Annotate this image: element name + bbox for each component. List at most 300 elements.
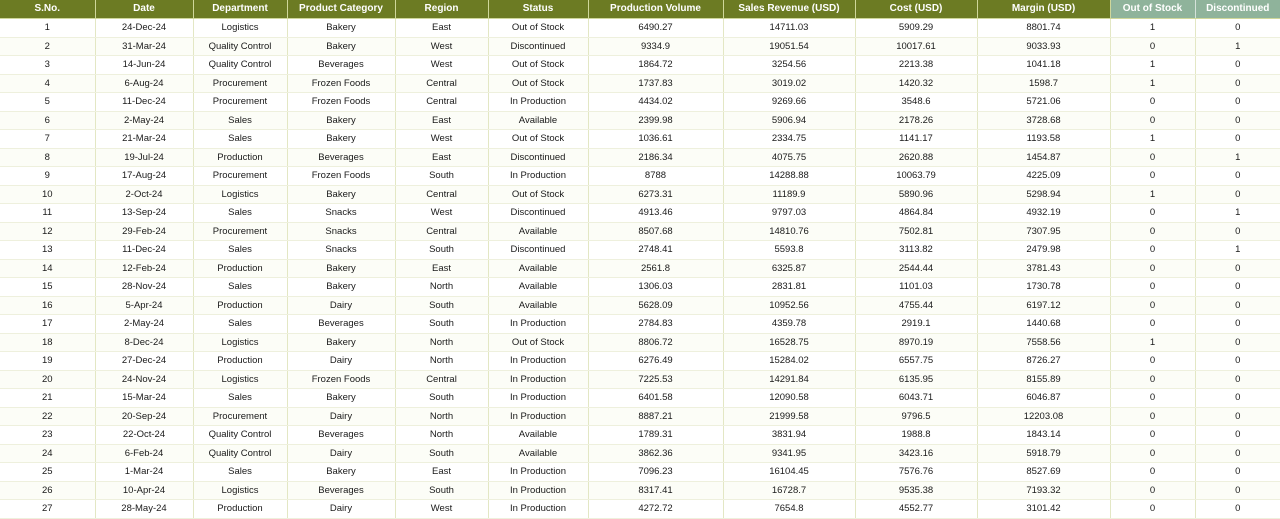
cell-sno[interactable]: 21 <box>0 389 95 408</box>
cell-stat[interactable]: In Production <box>488 167 588 186</box>
cell-oos[interactable]: 0 <box>1110 93 1195 112</box>
column-header-prod[interactable]: Product Category <box>287 0 395 19</box>
cell-cost[interactable]: 1420.32 <box>855 74 977 93</box>
cell-vol[interactable]: 8507.68 <box>588 222 723 241</box>
cell-prod[interactable]: Dairy <box>287 444 395 463</box>
cell-date[interactable]: 15-Mar-24 <box>95 389 193 408</box>
cell-cost[interactable]: 1988.8 <box>855 426 977 445</box>
table-row[interactable] <box>0 93 1280 112</box>
cell-cost[interactable]: 10063.79 <box>855 167 977 186</box>
cell-dept[interactable]: Sales <box>193 130 287 149</box>
cell-reg[interactable]: East <box>395 259 488 278</box>
cell-oos[interactable]: 1 <box>1110 130 1195 149</box>
cell-marg[interactable]: 3728.68 <box>977 111 1110 130</box>
cell-vol[interactable]: 2748.41 <box>588 241 723 260</box>
cell-oos[interactable]: 0 <box>1110 111 1195 130</box>
cell-stat[interactable]: In Production <box>488 93 588 112</box>
cell-oos[interactable]: 0 <box>1110 167 1195 186</box>
cell-date[interactable]: 21-Mar-24 <box>95 130 193 149</box>
cell-sno[interactable]: 6 <box>0 111 95 130</box>
cell-marg[interactable]: 8726.27 <box>977 352 1110 371</box>
cell-vol[interactable]: 4272.72 <box>588 500 723 519</box>
cell-reg[interactable]: South <box>395 167 488 186</box>
cell-cost[interactable]: 10017.61 <box>855 37 977 56</box>
cell-date[interactable]: 20-Sep-24 <box>95 407 193 426</box>
cell-dept[interactable]: Quality Control <box>193 56 287 75</box>
cell-rev[interactable]: 3831.94 <box>723 426 855 445</box>
cell-disc[interactable]: 0 <box>1195 389 1280 408</box>
cell-prod[interactable]: Bakery <box>287 130 395 149</box>
cell-stat[interactable]: In Production <box>488 500 588 519</box>
cell-prod[interactable]: Dairy <box>287 296 395 315</box>
cell-cost[interactable]: 5890.96 <box>855 185 977 204</box>
cell-oos[interactable]: 0 <box>1110 389 1195 408</box>
cell-date[interactable]: 10-Apr-24 <box>95 481 193 500</box>
cell-prod[interactable]: Bakery <box>287 389 395 408</box>
cell-rev[interactable]: 10952.56 <box>723 296 855 315</box>
cell-sno[interactable]: 25 <box>0 463 95 482</box>
cell-stat[interactable]: In Production <box>488 315 588 334</box>
cell-disc[interactable]: 0 <box>1195 463 1280 482</box>
cell-vol[interactable]: 6490.27 <box>588 19 723 38</box>
cell-dept[interactable]: Sales <box>193 389 287 408</box>
cell-sno[interactable]: 12 <box>0 222 95 241</box>
cell-dept[interactable]: Logistics <box>193 19 287 38</box>
cell-stat[interactable]: Available <box>488 111 588 130</box>
table-row[interactable] <box>0 148 1280 167</box>
column-header-dept[interactable]: Department <box>193 0 287 19</box>
cell-prod[interactable]: Dairy <box>287 352 395 371</box>
cell-date[interactable]: 2-May-24 <box>95 315 193 334</box>
cell-stat[interactable]: Available <box>488 278 588 297</box>
cell-vol[interactable]: 1789.31 <box>588 426 723 445</box>
cell-prod[interactable]: Bakery <box>287 259 395 278</box>
cell-sno[interactable]: 3 <box>0 56 95 75</box>
cell-oos[interactable]: 0 <box>1110 241 1195 260</box>
cell-rev[interactable]: 14810.76 <box>723 222 855 241</box>
cell-marg[interactable]: 3781.43 <box>977 259 1110 278</box>
cell-prod[interactable]: Frozen Foods <box>287 74 395 93</box>
cell-rev[interactable]: 6325.87 <box>723 259 855 278</box>
column-header-reg[interactable]: Region <box>395 0 488 19</box>
cell-date[interactable]: 24-Dec-24 <box>95 19 193 38</box>
cell-reg[interactable]: South <box>395 389 488 408</box>
cell-oos[interactable]: 0 <box>1110 296 1195 315</box>
cell-oos[interactable]: 0 <box>1110 315 1195 334</box>
cell-oos[interactable]: 1 <box>1110 74 1195 93</box>
cell-marg[interactable]: 8527.69 <box>977 463 1110 482</box>
cell-disc[interactable]: 0 <box>1195 370 1280 389</box>
cell-marg[interactable]: 5721.06 <box>977 93 1110 112</box>
column-header-cost[interactable]: Cost (USD) <box>855 0 977 19</box>
cell-vol[interactable]: 2186.34 <box>588 148 723 167</box>
cell-reg[interactable]: South <box>395 481 488 500</box>
cell-rev[interactable]: 14288.88 <box>723 167 855 186</box>
cell-prod[interactable]: Dairy <box>287 407 395 426</box>
cell-dept[interactable]: Production <box>193 352 287 371</box>
cell-dept[interactable]: Procurement <box>193 222 287 241</box>
cell-rev[interactable]: 16528.75 <box>723 333 855 352</box>
cell-sno[interactable]: 23 <box>0 426 95 445</box>
cell-date[interactable]: 12-Feb-24 <box>95 259 193 278</box>
table-row[interactable] <box>0 74 1280 93</box>
cell-reg[interactable]: Central <box>395 74 488 93</box>
cell-reg[interactable]: South <box>395 444 488 463</box>
cell-dept[interactable]: Production <box>193 148 287 167</box>
column-header-marg[interactable]: Margin (USD) <box>977 0 1110 19</box>
cell-date[interactable]: 19-Jul-24 <box>95 148 193 167</box>
cell-marg[interactable]: 1598.7 <box>977 74 1110 93</box>
cell-stat[interactable]: In Production <box>488 370 588 389</box>
cell-date[interactable]: 31-Mar-24 <box>95 37 193 56</box>
cell-disc[interactable]: 0 <box>1195 352 1280 371</box>
cell-date[interactable]: 8-Dec-24 <box>95 333 193 352</box>
cell-reg[interactable]: East <box>395 463 488 482</box>
cell-stat[interactable]: Discontinued <box>488 204 588 223</box>
cell-prod[interactable]: Bakery <box>287 463 395 482</box>
cell-marg[interactable]: 4932.19 <box>977 204 1110 223</box>
cell-stat[interactable]: Out of Stock <box>488 185 588 204</box>
table-row[interactable] <box>0 389 1280 408</box>
cell-marg[interactable]: 6197.12 <box>977 296 1110 315</box>
cell-dept[interactable]: Production <box>193 500 287 519</box>
cell-reg[interactable]: East <box>395 111 488 130</box>
cell-dept[interactable]: Production <box>193 259 287 278</box>
cell-reg[interactable]: West <box>395 130 488 149</box>
cell-disc[interactable]: 0 <box>1195 130 1280 149</box>
cell-reg[interactable]: Central <box>395 222 488 241</box>
cell-rev[interactable]: 9341.95 <box>723 444 855 463</box>
cell-cost[interactable]: 2620.88 <box>855 148 977 167</box>
table-row[interactable] <box>0 167 1280 186</box>
cell-sno[interactable]: 7 <box>0 130 95 149</box>
cell-marg[interactable]: 5298.94 <box>977 185 1110 204</box>
cell-oos[interactable]: 1 <box>1110 185 1195 204</box>
cell-dept[interactable]: Procurement <box>193 74 287 93</box>
cell-vol[interactable]: 1737.83 <box>588 74 723 93</box>
cell-rev[interactable]: 14291.84 <box>723 370 855 389</box>
cell-marg[interactable]: 1041.18 <box>977 56 1110 75</box>
cell-oos[interactable]: 0 <box>1110 37 1195 56</box>
cell-date[interactable]: 1-Mar-24 <box>95 463 193 482</box>
cell-oos[interactable]: 0 <box>1110 370 1195 389</box>
table-row[interactable] <box>0 19 1280 38</box>
cell-rev[interactable]: 7654.8 <box>723 500 855 519</box>
cell-vol[interactable]: 7096.23 <box>588 463 723 482</box>
cell-cost[interactable]: 1141.17 <box>855 130 977 149</box>
cell-cost[interactable]: 2919.1 <box>855 315 977 334</box>
cell-oos[interactable]: 1 <box>1110 19 1195 38</box>
cell-date[interactable]: 22-Oct-24 <box>95 426 193 445</box>
cell-date[interactable]: 2-Oct-24 <box>95 185 193 204</box>
cell-cost[interactable]: 6135.95 <box>855 370 977 389</box>
cell-rev[interactable]: 2831.81 <box>723 278 855 297</box>
cell-disc[interactable]: 0 <box>1195 481 1280 500</box>
cell-vol[interactable]: 9334.9 <box>588 37 723 56</box>
cell-marg[interactable]: 6046.87 <box>977 389 1110 408</box>
cell-oos[interactable]: 0 <box>1110 481 1195 500</box>
cell-stat[interactable]: Discontinued <box>488 148 588 167</box>
cell-cost[interactable]: 4552.77 <box>855 500 977 519</box>
cell-sno[interactable]: 11 <box>0 204 95 223</box>
cell-prod[interactable]: Beverages <box>287 148 395 167</box>
cell-prod[interactable]: Bakery <box>287 278 395 297</box>
cell-sno[interactable]: 1 <box>0 19 95 38</box>
cell-prod[interactable]: Bakery <box>287 19 395 38</box>
cell-cost[interactable]: 2213.38 <box>855 56 977 75</box>
cell-stat[interactable]: In Production <box>488 481 588 500</box>
cell-prod[interactable]: Bakery <box>287 185 395 204</box>
cell-sno[interactable]: 9 <box>0 167 95 186</box>
cell-rev[interactable]: 5906.94 <box>723 111 855 130</box>
cell-disc[interactable]: 0 <box>1195 278 1280 297</box>
cell-disc[interactable]: 0 <box>1195 93 1280 112</box>
cell-vol[interactable]: 2561.8 <box>588 259 723 278</box>
cell-prod[interactable]: Snacks <box>287 241 395 260</box>
cell-vol[interactable]: 3862.36 <box>588 444 723 463</box>
cell-dept[interactable]: Sales <box>193 111 287 130</box>
cell-sno[interactable]: 15 <box>0 278 95 297</box>
cell-disc[interactable]: 0 <box>1195 167 1280 186</box>
cell-cost[interactable]: 5909.29 <box>855 19 977 38</box>
cell-marg[interactable]: 8801.74 <box>977 19 1110 38</box>
cell-marg[interactable]: 12203.08 <box>977 407 1110 426</box>
cell-dept[interactable]: Sales <box>193 278 287 297</box>
cell-date[interactable]: 14-Jun-24 <box>95 56 193 75</box>
cell-rev[interactable]: 12090.58 <box>723 389 855 408</box>
cell-marg[interactable]: 7307.95 <box>977 222 1110 241</box>
cell-disc[interactable]: 0 <box>1195 500 1280 519</box>
cell-disc[interactable]: 0 <box>1195 19 1280 38</box>
cell-prod[interactable]: Bakery <box>287 37 395 56</box>
cell-marg[interactable]: 5918.79 <box>977 444 1110 463</box>
cell-reg[interactable]: South <box>395 296 488 315</box>
cell-disc[interactable]: 0 <box>1195 185 1280 204</box>
cell-cost[interactable]: 2178.26 <box>855 111 977 130</box>
cell-disc[interactable]: 0 <box>1195 259 1280 278</box>
table-row[interactable] <box>0 130 1280 149</box>
cell-sno[interactable]: 22 <box>0 407 95 426</box>
cell-stat[interactable]: Discontinued <box>488 37 588 56</box>
cell-sno[interactable]: 27 <box>0 500 95 519</box>
cell-reg[interactable]: South <box>395 315 488 334</box>
cell-cost[interactable]: 1101.03 <box>855 278 977 297</box>
cell-stat[interactable]: Discontinued <box>488 241 588 260</box>
cell-stat[interactable]: In Production <box>488 389 588 408</box>
cell-date[interactable]: 6-Feb-24 <box>95 444 193 463</box>
cell-marg[interactable]: 1454.87 <box>977 148 1110 167</box>
table-row[interactable] <box>0 333 1280 352</box>
column-header-rev[interactable]: Sales Revenue (USD) <box>723 0 855 19</box>
cell-dept[interactable]: Sales <box>193 463 287 482</box>
cell-prod[interactable]: Bakery <box>287 111 395 130</box>
cell-oos[interactable]: 0 <box>1110 407 1195 426</box>
table-row[interactable] <box>0 185 1280 204</box>
cell-prod[interactable]: Beverages <box>287 315 395 334</box>
column-header-oos[interactable]: Out of Stock <box>1110 0 1195 19</box>
cell-vol[interactable]: 6401.58 <box>588 389 723 408</box>
cell-vol[interactable]: 8317.41 <box>588 481 723 500</box>
cell-vol[interactable]: 4913.46 <box>588 204 723 223</box>
cell-cost[interactable]: 3113.82 <box>855 241 977 260</box>
cell-rev[interactable]: 5593.8 <box>723 241 855 260</box>
cell-sno[interactable]: 4 <box>0 74 95 93</box>
cell-stat[interactable]: Out of Stock <box>488 333 588 352</box>
cell-oos[interactable]: 0 <box>1110 352 1195 371</box>
cell-stat[interactable]: Out of Stock <box>488 74 588 93</box>
cell-marg[interactable]: 1843.14 <box>977 426 1110 445</box>
cell-dept[interactable]: Quality Control <box>193 426 287 445</box>
cell-oos[interactable]: 1 <box>1110 56 1195 75</box>
cell-vol[interactable]: 2784.83 <box>588 315 723 334</box>
table-row[interactable] <box>0 463 1280 482</box>
cell-disc[interactable]: 0 <box>1195 296 1280 315</box>
table-row[interactable] <box>0 444 1280 463</box>
cell-sno[interactable]: 2 <box>0 37 95 56</box>
cell-rev[interactable]: 4075.75 <box>723 148 855 167</box>
cell-dept[interactable]: Quality Control <box>193 37 287 56</box>
cell-vol[interactable]: 1036.61 <box>588 130 723 149</box>
cell-rev[interactable]: 14711.03 <box>723 19 855 38</box>
cell-date[interactable]: 5-Apr-24 <box>95 296 193 315</box>
cell-cost[interactable]: 4755.44 <box>855 296 977 315</box>
cell-marg[interactable]: 3101.42 <box>977 500 1110 519</box>
cell-cost[interactable]: 3548.6 <box>855 93 977 112</box>
cell-prod[interactable]: Frozen Foods <box>287 370 395 389</box>
cell-stat[interactable]: Available <box>488 296 588 315</box>
cell-dept[interactable]: Logistics <box>193 333 287 352</box>
cell-sno[interactable]: 24 <box>0 444 95 463</box>
cell-stat[interactable]: In Production <box>488 407 588 426</box>
cell-stat[interactable]: Available <box>488 222 588 241</box>
cell-vol[interactable]: 1864.72 <box>588 56 723 75</box>
cell-date[interactable]: 6-Aug-24 <box>95 74 193 93</box>
cell-vol[interactable]: 8788 <box>588 167 723 186</box>
table-row[interactable] <box>0 500 1280 519</box>
cell-disc[interactable]: 1 <box>1195 148 1280 167</box>
cell-disc[interactable]: 0 <box>1195 444 1280 463</box>
cell-reg[interactable]: Central <box>395 370 488 389</box>
cell-sno[interactable]: 18 <box>0 333 95 352</box>
cell-marg[interactable]: 4225.09 <box>977 167 1110 186</box>
cell-rev[interactable]: 15284.02 <box>723 352 855 371</box>
cell-rev[interactable]: 3254.56 <box>723 56 855 75</box>
cell-disc[interactable]: 0 <box>1195 407 1280 426</box>
cell-cost[interactable]: 4864.84 <box>855 204 977 223</box>
table-row[interactable] <box>0 315 1280 334</box>
table-row[interactable] <box>0 111 1280 130</box>
cell-prod[interactable]: Snacks <box>287 222 395 241</box>
cell-reg[interactable]: North <box>395 407 488 426</box>
cell-disc[interactable]: 0 <box>1195 315 1280 334</box>
cell-reg[interactable]: West <box>395 500 488 519</box>
cell-dept[interactable]: Logistics <box>193 370 287 389</box>
cell-date[interactable]: 28-May-24 <box>95 500 193 519</box>
cell-cost[interactable]: 3423.16 <box>855 444 977 463</box>
cell-rev[interactable]: 11189.9 <box>723 185 855 204</box>
cell-dept[interactable]: Quality Control <box>193 444 287 463</box>
cell-reg[interactable]: North <box>395 426 488 445</box>
cell-dept[interactable]: Production <box>193 296 287 315</box>
cell-dept[interactable]: Logistics <box>193 185 287 204</box>
cell-stat[interactable]: Out of Stock <box>488 56 588 75</box>
cell-reg[interactable]: North <box>395 333 488 352</box>
cell-oos[interactable]: 0 <box>1110 426 1195 445</box>
cell-disc[interactable]: 0 <box>1195 426 1280 445</box>
cell-prod[interactable]: Frozen Foods <box>287 93 395 112</box>
cell-dept[interactable]: Procurement <box>193 407 287 426</box>
cell-marg[interactable]: 2479.98 <box>977 241 1110 260</box>
table-row[interactable] <box>0 222 1280 241</box>
cell-prod[interactable]: Beverages <box>287 56 395 75</box>
cell-disc[interactable]: 1 <box>1195 37 1280 56</box>
cell-vol[interactable]: 1306.03 <box>588 278 723 297</box>
table-row[interactable] <box>0 278 1280 297</box>
cell-rev[interactable]: 2334.75 <box>723 130 855 149</box>
cell-date[interactable]: 13-Sep-24 <box>95 204 193 223</box>
cell-disc[interactable]: 1 <box>1195 204 1280 223</box>
cell-date[interactable]: 17-Aug-24 <box>95 167 193 186</box>
cell-disc[interactable]: 1 <box>1195 241 1280 260</box>
cell-vol[interactable]: 2399.98 <box>588 111 723 130</box>
cell-oos[interactable]: 0 <box>1110 500 1195 519</box>
cell-marg[interactable]: 8155.89 <box>977 370 1110 389</box>
cell-vol[interactable]: 6273.31 <box>588 185 723 204</box>
table-row[interactable] <box>0 56 1280 75</box>
cell-sno[interactable]: 8 <box>0 148 95 167</box>
column-header-date[interactable]: Date <box>95 0 193 19</box>
cell-prod[interactable]: Beverages <box>287 426 395 445</box>
cell-marg[interactable]: 1730.78 <box>977 278 1110 297</box>
cell-reg[interactable]: South <box>395 241 488 260</box>
cell-disc[interactable]: 0 <box>1195 222 1280 241</box>
cell-date[interactable]: 28-Nov-24 <box>95 278 193 297</box>
cell-stat[interactable]: Available <box>488 444 588 463</box>
table-row[interactable] <box>0 407 1280 426</box>
cell-vol[interactable]: 5628.09 <box>588 296 723 315</box>
cell-oos[interactable]: 0 <box>1110 204 1195 223</box>
cell-rev[interactable]: 21999.58 <box>723 407 855 426</box>
cell-dept[interactable]: Sales <box>193 241 287 260</box>
cell-marg[interactable]: 9033.93 <box>977 37 1110 56</box>
cell-reg[interactable]: East <box>395 19 488 38</box>
cell-date[interactable]: 11-Dec-24 <box>95 93 193 112</box>
cell-sno[interactable]: 20 <box>0 370 95 389</box>
cell-dept[interactable]: Sales <box>193 204 287 223</box>
cell-cost[interactable]: 9796.5 <box>855 407 977 426</box>
table-row[interactable] <box>0 37 1280 56</box>
cell-stat[interactable]: In Production <box>488 463 588 482</box>
cell-reg[interactable]: West <box>395 56 488 75</box>
cell-oos[interactable]: 1 <box>1110 333 1195 352</box>
cell-dept[interactable]: Sales <box>193 315 287 334</box>
cell-prod[interactable]: Snacks <box>287 204 395 223</box>
cell-prod[interactable]: Beverages <box>287 481 395 500</box>
cell-stat[interactable]: Out of Stock <box>488 130 588 149</box>
cell-rev[interactable]: 9797.03 <box>723 204 855 223</box>
cell-sno[interactable]: 26 <box>0 481 95 500</box>
cell-sno[interactable]: 16 <box>0 296 95 315</box>
cell-rev[interactable]: 9269.66 <box>723 93 855 112</box>
cell-vol[interactable]: 7225.53 <box>588 370 723 389</box>
column-header-disc[interactable]: Discontinued <box>1195 0 1280 19</box>
cell-date[interactable]: 27-Dec-24 <box>95 352 193 371</box>
cell-oos[interactable]: 0 <box>1110 278 1195 297</box>
cell-cost[interactable]: 6557.75 <box>855 352 977 371</box>
cell-date[interactable]: 29-Feb-24 <box>95 222 193 241</box>
cell-stat[interactable]: Available <box>488 259 588 278</box>
cell-stat[interactable]: Available <box>488 426 588 445</box>
